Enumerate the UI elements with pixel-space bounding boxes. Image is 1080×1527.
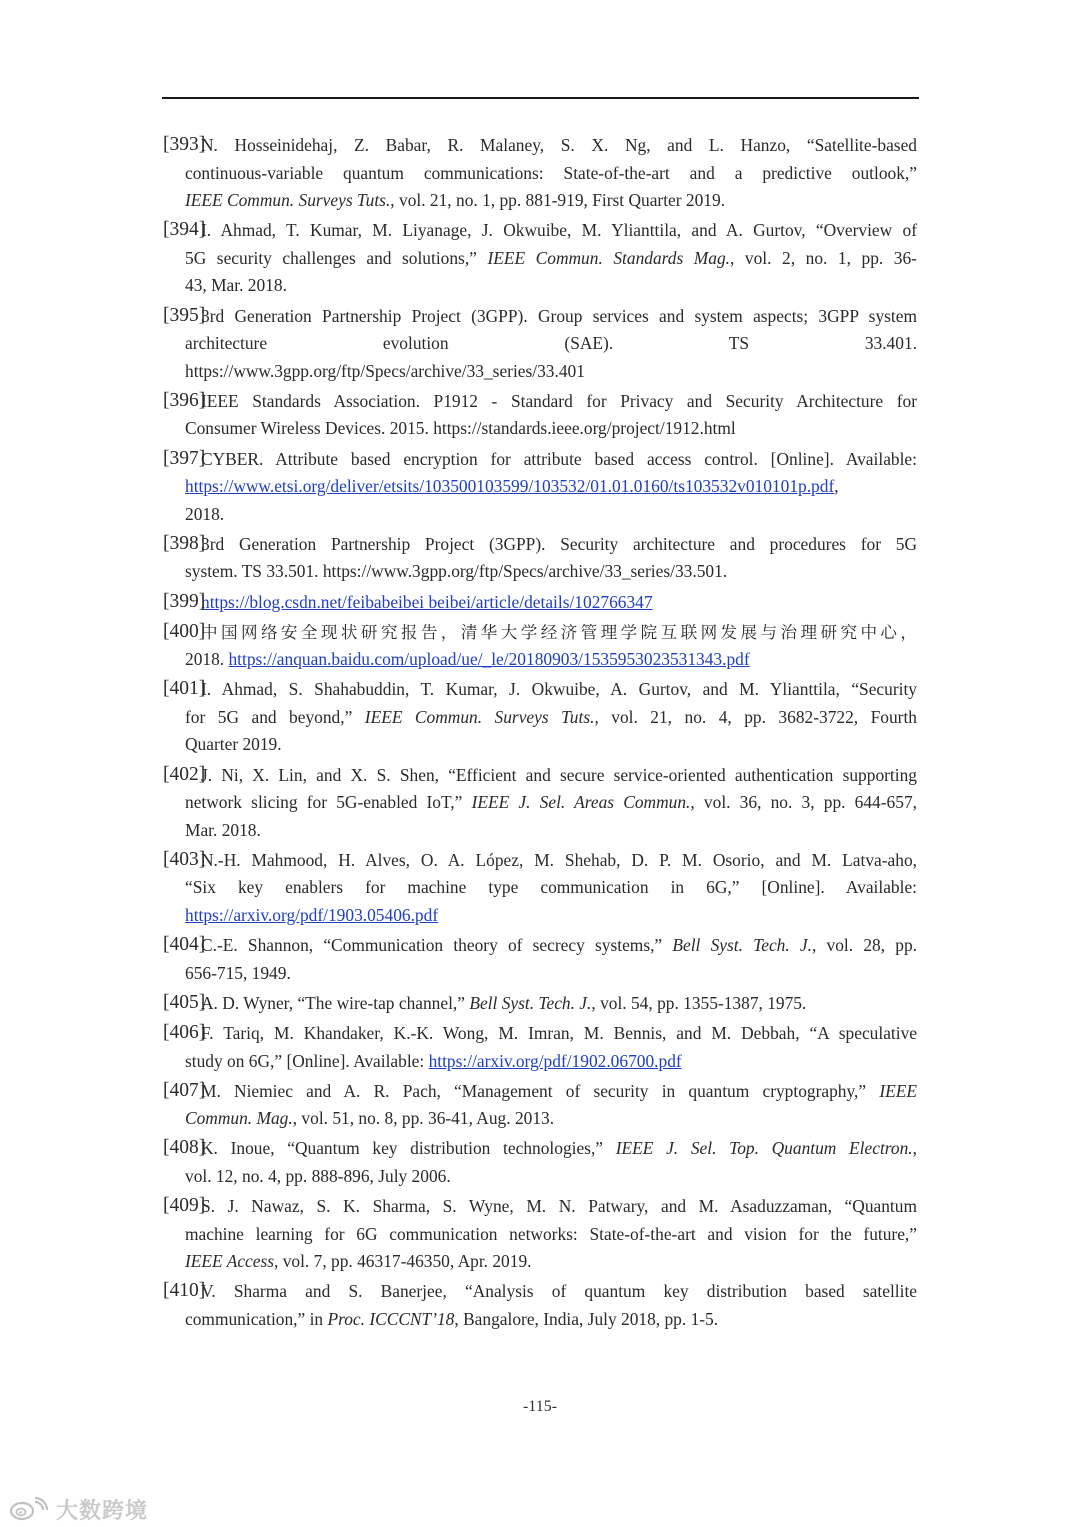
reference-text: K. Inoue, “Quantum key distribution technologies,” [201, 1138, 616, 1159]
reference-line [185, 1248, 917, 1276]
reference-text: I. Ahmad, S. Shahabuddin, T. Kumar, J. Okwuibe, A. Gurtov, and M. Ylianttila, “Security [201, 679, 917, 700]
reference-text: network slicing for 5G-enabled IoT,” [185, 792, 472, 813]
reference-item [163, 619, 917, 674]
reference-item [163, 217, 917, 300]
reference-item [163, 1278, 917, 1333]
reference-line [201, 1193, 917, 1221]
reference-text: for 5G and beyond,” [185, 706, 365, 727]
reference-item [163, 932, 917, 987]
reference-number: [400] [163, 620, 206, 642]
reference-item [163, 676, 917, 759]
reference-list [163, 132, 917, 1336]
journal-title: IEEE Commun. Surveys Tuts. [185, 190, 391, 211]
reference-item [163, 446, 917, 529]
reference-text: 656-715, 1949. [185, 962, 291, 983]
journal-title: IEEE Access [185, 1251, 275, 1272]
reference-text: S. J. Nawaz, S. K. Sharma, S. Wyne, M. N. Patwary, and M. Asaduzzaman, “Quantum [201, 1195, 917, 1216]
reference-text: Quarter 2019. [185, 734, 282, 755]
reference-line [201, 132, 917, 160]
reference-number: [394] [163, 219, 206, 241]
reference-text: , vol. 36, no. 3, pp. 644-657, [690, 792, 917, 813]
reference-line [185, 501, 917, 529]
reference-text: M. Niemiec and A. R. Pach, “Management of security in quantum cryptography,” [201, 1080, 880, 1101]
reference-line [201, 217, 917, 245]
reference-text: F. Tariq, M. Khandaker, K.-K. Wong, M. Imran, M. Bennis, and M. Debbah, “A speculative [201, 1022, 917, 1043]
reference-text: , vol. 28, pp. [811, 935, 918, 956]
reference-line [201, 1020, 917, 1048]
reference-text: J. Ni, X. Lin, and X. S. Shen, “Efficient and secure service-oriented authentication supporting [201, 764, 917, 785]
reference-line [201, 762, 917, 790]
reference-text: IEEE Standards Association. P1912 - Standard for Privacy and Security Architecture for [201, 390, 917, 411]
reference-line [201, 1135, 917, 1163]
reference-line [185, 1048, 917, 1076]
reference-line [201, 1278, 917, 1306]
reference-line [185, 473, 917, 501]
reference-text: , Bangalore, India, July 2018, pp. 1-5. [454, 1308, 719, 1329]
reference-text: , vol. 2, no. 1, pp. 36- [730, 247, 917, 268]
reference-line [201, 676, 917, 704]
reference-text: communication,” in [185, 1308, 328, 1329]
reference-text: architecture evolution (SAE). TS 33.401. [185, 333, 917, 354]
reference-line [201, 388, 917, 416]
reference-text: , vol. 51, no. 8, pp. 36-41, Aug. 2013. [292, 1108, 555, 1129]
reference-number: [398] [163, 532, 206, 554]
reference-number: [397] [163, 447, 206, 469]
reference-number: [396] [163, 389, 206, 411]
reference-item [163, 1135, 917, 1190]
reference-link[interactable]: https://arxiv.org/pdf/1902.06700.pdf [428, 1050, 682, 1071]
journal-title: Proc. ICCCNT’18 [327, 1308, 455, 1329]
reference-line [185, 245, 917, 273]
reference-line [201, 990, 917, 1018]
reference-number: [409] [163, 1194, 206, 1216]
reference-number: [393] [163, 134, 206, 155]
reference-line [185, 1163, 917, 1191]
reference-line [185, 704, 917, 732]
watermark [8, 1493, 148, 1525]
reference-line [201, 1078, 917, 1106]
reference-text: , vol. 7, pp. 46317-46350, Apr. 2019. [274, 1251, 532, 1272]
reference-line [201, 847, 917, 875]
reference-link[interactable]: https://www.etsi.org/deliver/etsits/103500103599/103532/01.01.0160/ts103532v010101p.pdf [185, 476, 835, 497]
reference-item [163, 990, 917, 1018]
journal-title: IEEE [879, 1080, 917, 1101]
reference-line [201, 531, 917, 559]
journal-title: Bell Syst. Tech. J. [672, 935, 812, 956]
reference-number: [404] [163, 934, 206, 956]
reference-text: 2018. [185, 649, 229, 670]
reference-text: 2018. [185, 503, 225, 524]
watermark-text: 大数跨境 [56, 1498, 149, 1524]
reference-line [185, 1306, 917, 1334]
reference-line [185, 902, 917, 930]
reference-item [163, 1078, 917, 1133]
reference-item [163, 589, 917, 617]
reference-line [185, 789, 917, 817]
reference-item [163, 762, 917, 845]
reference-text: N. Hosseinidehaj, Z. Babar, R. Malaney, S. X. Ng, and L. Hanzo, “Satellite-based [201, 135, 917, 155]
reference-item [163, 303, 917, 386]
reference-number: [407] [163, 1079, 206, 1101]
reference-line [185, 415, 917, 443]
reference-text: 3rd Generation Partnership Project (3GPP). Group services and system aspects; 3GPP system [201, 305, 917, 326]
reference-number: [395] [163, 304, 206, 326]
reference-link[interactable]: https://blog.csdn.net/feibabeibei beibei/article/details/102766347 [201, 591, 653, 612]
page-number: -115- [522, 1398, 558, 1415]
reference-text: Consumer Wireless Devices. 2015. https://standards.ieee.org/project/1912.html [185, 418, 736, 439]
reference-line [201, 619, 917, 647]
reference-number: [399] [163, 590, 206, 612]
reference-number: [403] [163, 848, 206, 870]
journal-title: IEEE Commun. Standards Mag. [487, 247, 731, 268]
weibo-logo-icon [8, 1496, 50, 1522]
reference-link[interactable]: https://arxiv.org/pdf/1903.05406.pdf [185, 905, 439, 926]
reference-number: [402] [163, 763, 206, 785]
reference-text: machine learning for 6G communication networks: State-of-the-art and vision for the future,” [185, 1223, 917, 1244]
reference-line [185, 731, 917, 759]
reference-text: , vol. 54, pp. 1355-1387, 1975. [591, 992, 807, 1013]
reference-number: [410] [163, 1280, 206, 1302]
reference-text: continuous-variable quantum communications: State-of-the-art and a predictive outlook,” [185, 162, 917, 183]
reference-line [185, 1221, 917, 1249]
reference-text: , [834, 476, 839, 497]
reference-line [185, 646, 917, 674]
reference-text: , vol. 21, no. 4, pp. 3682-3722, Fourth [594, 706, 917, 727]
reference-number: [406] [163, 1021, 206, 1043]
reference-text: 3rd Generation Partnership Project (3GPP). Security architecture and procedures for 5G [201, 533, 917, 554]
header-rule [162, 97, 919, 99]
reference-text: C.-E. Shannon, “Communication theory of secrecy systems,” [201, 935, 673, 956]
reference-item [163, 132, 917, 215]
reference-line [185, 160, 917, 188]
reference-text: study on 6G,” [Online]. Available: [185, 1050, 429, 1071]
reference-text: , [912, 1138, 917, 1159]
reference-line [185, 874, 917, 902]
reference-number: [405] [163, 991, 206, 1013]
reference-line [201, 932, 917, 960]
reference-text: “Six key enablers for machine type communication in 6G,” [Online]. Available: [185, 877, 917, 898]
reference-link[interactable]: https://anquan.baidu.com/upload/ue/_le/20180903/1535953023531343.pdf [228, 649, 750, 670]
reference-line [185, 330, 917, 358]
reference-text: https://www.3gpp.org/ftp/Specs/archive/33_series/33.401 [185, 360, 585, 381]
reference-text: A. D. Wyner, “The wire-tap channel,” [201, 992, 470, 1013]
journal-title: IEEE J. Sel. Top. Quantum Electron. [615, 1138, 913, 1159]
reference-item [163, 1193, 917, 1276]
reference-text: 中国网络安全现状研究报告，清华大学经济管理学院互联网发展与治理研究中心， [201, 622, 917, 642]
reference-item [163, 847, 917, 930]
reference-line [185, 817, 917, 845]
reference-line [185, 558, 917, 586]
reference-item [163, 1020, 917, 1075]
reference-text: system. TS 33.501. https://www.3gpp.org/ftp/Specs/archive/33_series/33.501. [185, 561, 728, 582]
journal-title: Commun. Mag. [185, 1108, 293, 1129]
reference-text: V. Sharma and S. Banerjee, “Analysis of quantum key distribution based satellite [201, 1281, 917, 1302]
reference-line [185, 272, 917, 300]
reference-line [201, 303, 917, 331]
reference-text: , vol. 21, no. 1, pp. 881-919, First Quarter 2019. [390, 190, 726, 211]
reference-text: 5G security challenges and solutions,” [185, 247, 488, 268]
reference-line [185, 187, 917, 215]
reference-line [185, 358, 917, 386]
reference-text: CYBER. Attribute based encryption for attribute based access control. [Online]. Available: [201, 448, 917, 469]
reference-line [201, 589, 917, 617]
reference-line [201, 446, 917, 474]
reference-text: vol. 12, no. 4, pp. 888-896, July 2006. [185, 1165, 451, 1186]
journal-title: IEEE Commun. Surveys Tuts. [364, 706, 595, 727]
journal-title: IEEE J. Sel. Areas Commun. [471, 792, 691, 813]
reference-text: N.-H. Mahmood, H. Alves, O. A. López, M. Shehab, D. P. M. Osorio, and M. Latva-aho, [201, 849, 917, 870]
reference-line [185, 1105, 917, 1133]
reference-text: Mar. 2018. [185, 819, 261, 840]
journal-title: Bell Syst. Tech. J. [469, 992, 592, 1013]
reference-number: [401] [163, 678, 206, 700]
reference-number: [408] [163, 1137, 206, 1159]
reference-item [163, 531, 917, 586]
reference-item [163, 388, 917, 443]
reference-text: I. Ahmad, T. Kumar, M. Liyanage, J. Okwuibe, M. Ylianttila, and A. Gurtov, “Overview of [201, 220, 917, 241]
reference-text: 43, Mar. 2018. [185, 275, 287, 296]
reference-line [185, 960, 917, 988]
